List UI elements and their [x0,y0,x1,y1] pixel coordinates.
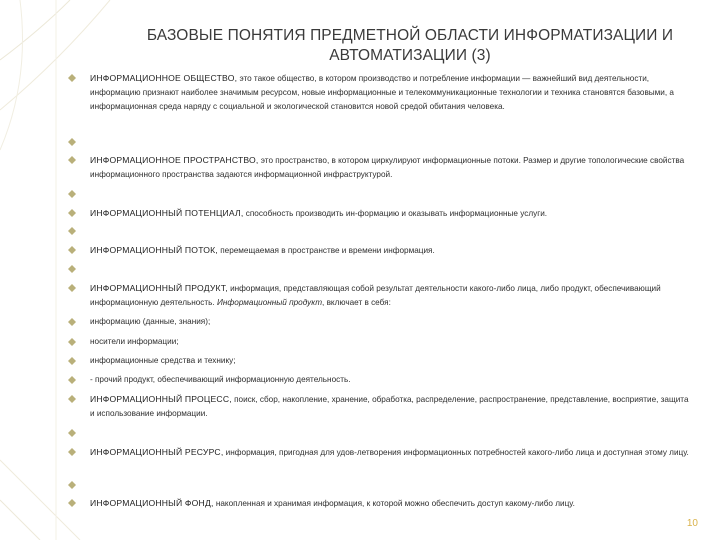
definition: накопленная и хранимая информация, к которой можно обеспечить доступ какому-либо лицу. [213,499,575,508]
term: ИНФОРМАЦИОННЫЙ ПОТЕНЦИАЛ, [90,208,244,218]
diamond-bullet-icon [68,376,76,384]
term: ИНФОРМАЦИОННЫЙ РЕСУРС, [90,447,224,457]
definition: способность производить ин-формацию и оказывать информационные услуги. [243,209,548,218]
diamond-bullet-icon [68,284,76,292]
term: ИНФОРМАЦИОННОЕ ПРОСТРАНСТВО, [90,155,259,165]
title-line-1: БАЗОВЫЕ ПОНЯТИЯ ПРЕДМЕТНОЙ ОБЛАСТИ ИНФОРМАТИЗАЦИИ И [146,27,674,44]
slide-title [110,26,710,66]
page-number: 10 [686,518,698,529]
term: ИНФОРМАЦИОННЫЙ ПРОЦЕСС, [90,394,232,404]
term: ИНФОРМАЦИОННЫЙ ФОНД, [90,498,214,508]
list-item-text [90,496,694,511]
list-item-text [90,153,694,182]
definition-tail: , включает в себя: [322,298,391,307]
diamond-bullet-icon [68,448,76,456]
diamond-bullet-icon [68,395,76,403]
diamond-bullet-icon [68,318,76,326]
diamond-bullet-icon [68,481,76,489]
diamond-bullet-icon [68,190,76,198]
diamond-bullet-icon [68,227,76,235]
definition: информация, представляющая собой результат деятельности какого-либо лица, либо продукт, обеспечивающий информационную деятельность. [90,284,661,307]
list-item-text: носители информации; [90,337,179,346]
term: ИНФОРМАЦИОННЫЙ ПОТОК, [90,245,218,255]
list-item-text: информационные средства и технику; [90,356,236,365]
italic-term: Информационный продукт [216,298,323,307]
diamond-bullet-icon [68,138,76,146]
list-item-text [90,243,694,258]
diamond-bullet-icon [68,338,76,346]
list-item-text [90,281,694,310]
definition: это пространство, в котором циркулируют информационные потоки. Размер и другие топологические свойства информационного пространства задаются информационной инфраструктурой. [90,156,685,179]
list-item-text [90,206,694,221]
diamond-bullet-icon [68,429,76,437]
diamond-bullet-icon [68,209,76,217]
list-item-text [90,71,694,114]
diamond-bullet-icon [68,357,76,365]
diamond-bullet-icon [68,265,76,273]
diamond-bullet-icon [68,74,76,82]
list-item-text [90,392,694,421]
list-item-text: информацию (данные, знания); [90,317,211,326]
diamond-bullet-icon [68,499,76,507]
definition: это такое общество, в котором производство и потребление информации — важнейший вид деятельности, информацию признают наиболее значимым ресурсом, новые информационные и телекоммуникационные технологии и техника становятся базовыми, а информационная среда наряду с социальной и экологической становится новой средой обитания человека. [90,74,674,111]
definition: информация, пригодная для удов-летворения информационных потребностей какого-либо лица и доступная этому лицу. [223,448,689,457]
term: ИНФОРМАЦИОННЫЙ ПРОДУКТ, [90,283,228,293]
title-line-2: АВТОМАТИЗАЦИИ (3) [329,47,491,64]
definition: перемещаемая в пространстве и времени информация. [217,246,435,255]
diamond-bullet-icon [68,156,76,164]
term: ИНФОРМАЦИОННОЕ ОБЩЕСТВО, [90,73,238,83]
definition: поиск, сбор, накопление, хранение, обработка, распределение, распространение, представление, восприятие, защита и использование информации. [90,395,689,418]
list-item-text: - прочий продукт, обеспечивающий информационную деятельность. [90,375,351,384]
list-item-text [90,445,694,460]
diamond-bullet-icon [68,246,76,254]
